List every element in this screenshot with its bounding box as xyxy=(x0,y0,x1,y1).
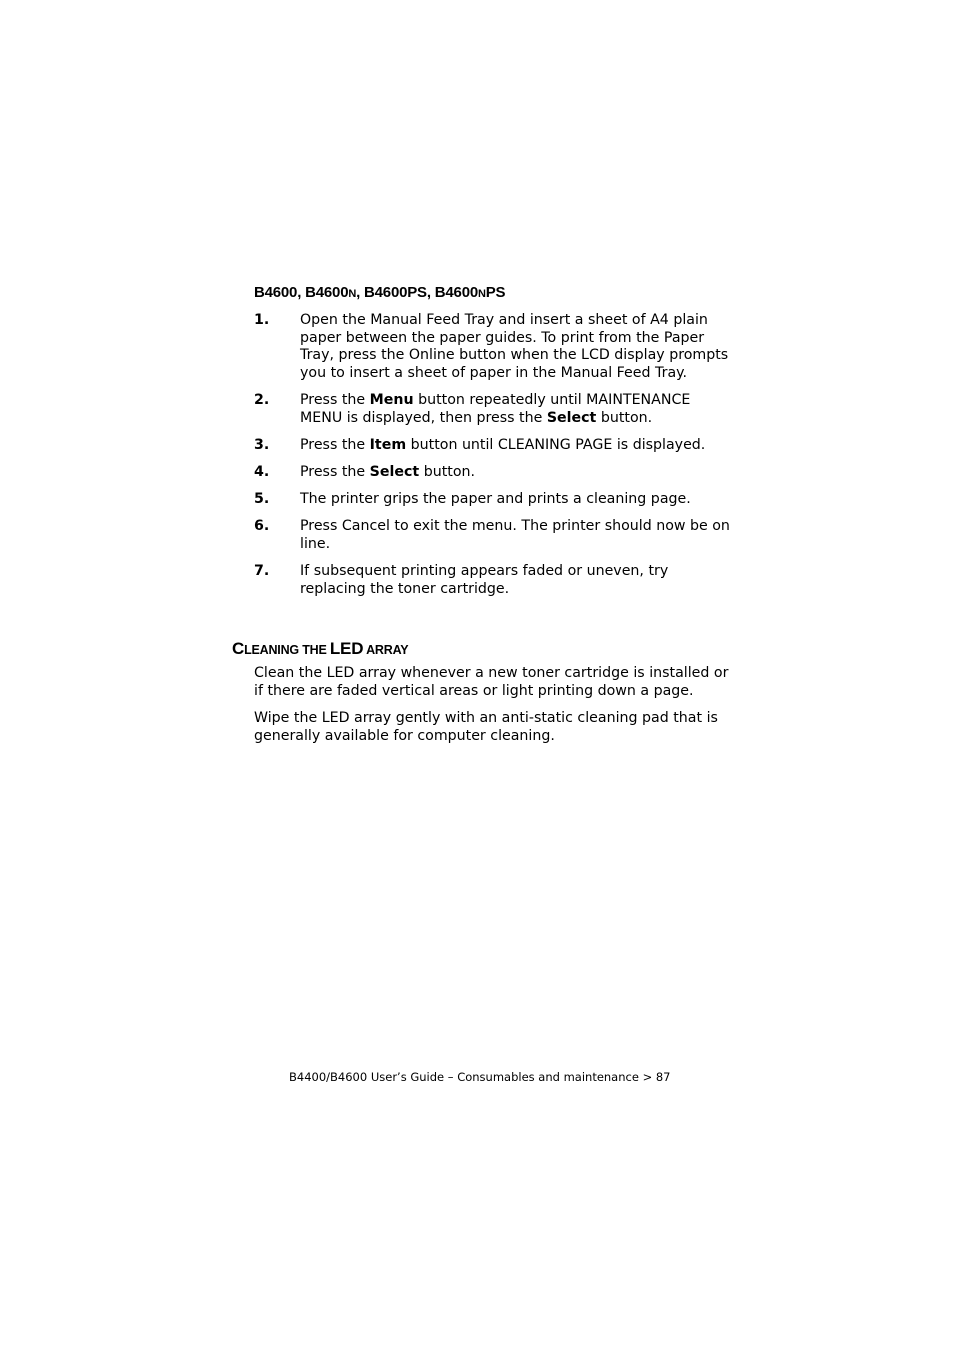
step-text-part: button repeatedly until MAINTENANCE MENU is displayed, then press the xyxy=(300,391,691,426)
step-text-part: Press the xyxy=(300,391,370,408)
step-number: 4. xyxy=(254,463,270,480)
step-text: The printer grips the paper and prints a cleaning page. xyxy=(300,491,691,508)
select-button-name: Select xyxy=(546,409,597,426)
step-5 xyxy=(254,491,734,509)
step-number: 1. xyxy=(254,312,270,328)
step-number: 6. xyxy=(254,518,270,535)
item-button-name: Item xyxy=(369,436,407,453)
step-text-part: Press the xyxy=(300,463,370,480)
step-6 xyxy=(254,518,734,553)
step-number: 3. xyxy=(254,436,270,453)
section-heading xyxy=(232,633,408,661)
step-1 xyxy=(254,312,734,382)
step-number: 2. xyxy=(254,391,270,408)
subheading-models xyxy=(254,284,505,301)
step-7 xyxy=(254,563,734,598)
subheading-part: N xyxy=(477,288,486,300)
step-text xyxy=(300,392,734,427)
step-text xyxy=(300,437,734,455)
menu-button-name: Menu xyxy=(369,391,414,408)
subheading-part: N xyxy=(348,288,357,300)
heading-part: C xyxy=(232,639,245,658)
step-text xyxy=(300,464,734,482)
step-2 xyxy=(254,392,734,427)
subheading-part: PS xyxy=(485,284,506,301)
step-text: Open the Manual Feed Tray and insert a sheet of A4 plain paper between the paper guides. To print from the Paper Tray, press the Online button when the LCD display prompts you to insert a sheet of paper in the Manual Feed Tray. xyxy=(300,312,729,381)
step-3 xyxy=(254,437,734,455)
heading-part: LEANING THE xyxy=(244,643,330,657)
step-text-part: button. xyxy=(419,463,476,480)
paragraph: Clean the LED array whenever a new toner cartridge is installed or if there are faded vertical areas or light printing down a page. xyxy=(254,665,729,699)
page-footer: B4400/B4600 User’s Guide – Consumables and maintenance > 87 xyxy=(289,1070,671,1084)
steps-list xyxy=(254,312,734,608)
step-number: 5. xyxy=(254,491,270,508)
step-4 xyxy=(254,464,734,482)
step-text-part: Press the xyxy=(300,436,370,453)
select-button-name: Select xyxy=(369,463,420,480)
step-text-part: button until CLEANING PAGE is displayed. xyxy=(406,436,706,453)
step-text-part: button. xyxy=(596,409,653,426)
subheading-part: , B4600PS, B4600 xyxy=(356,284,478,301)
heading-part: ARRAY xyxy=(363,643,409,657)
subheading-part: B4600, B4600 xyxy=(254,284,349,301)
paragraph: Wipe the LED array gently with an anti-static cleaning pad that is generally available for computer cleaning. xyxy=(254,710,718,744)
step-text: If subsequent printing appears faded or uneven, try replacing the toner cartridge. xyxy=(300,563,669,597)
step-number: 7. xyxy=(254,563,270,580)
heading-part: LED xyxy=(329,639,364,658)
step-text: Press Cancel to exit the menu. The printer should now be on line. xyxy=(300,518,730,552)
